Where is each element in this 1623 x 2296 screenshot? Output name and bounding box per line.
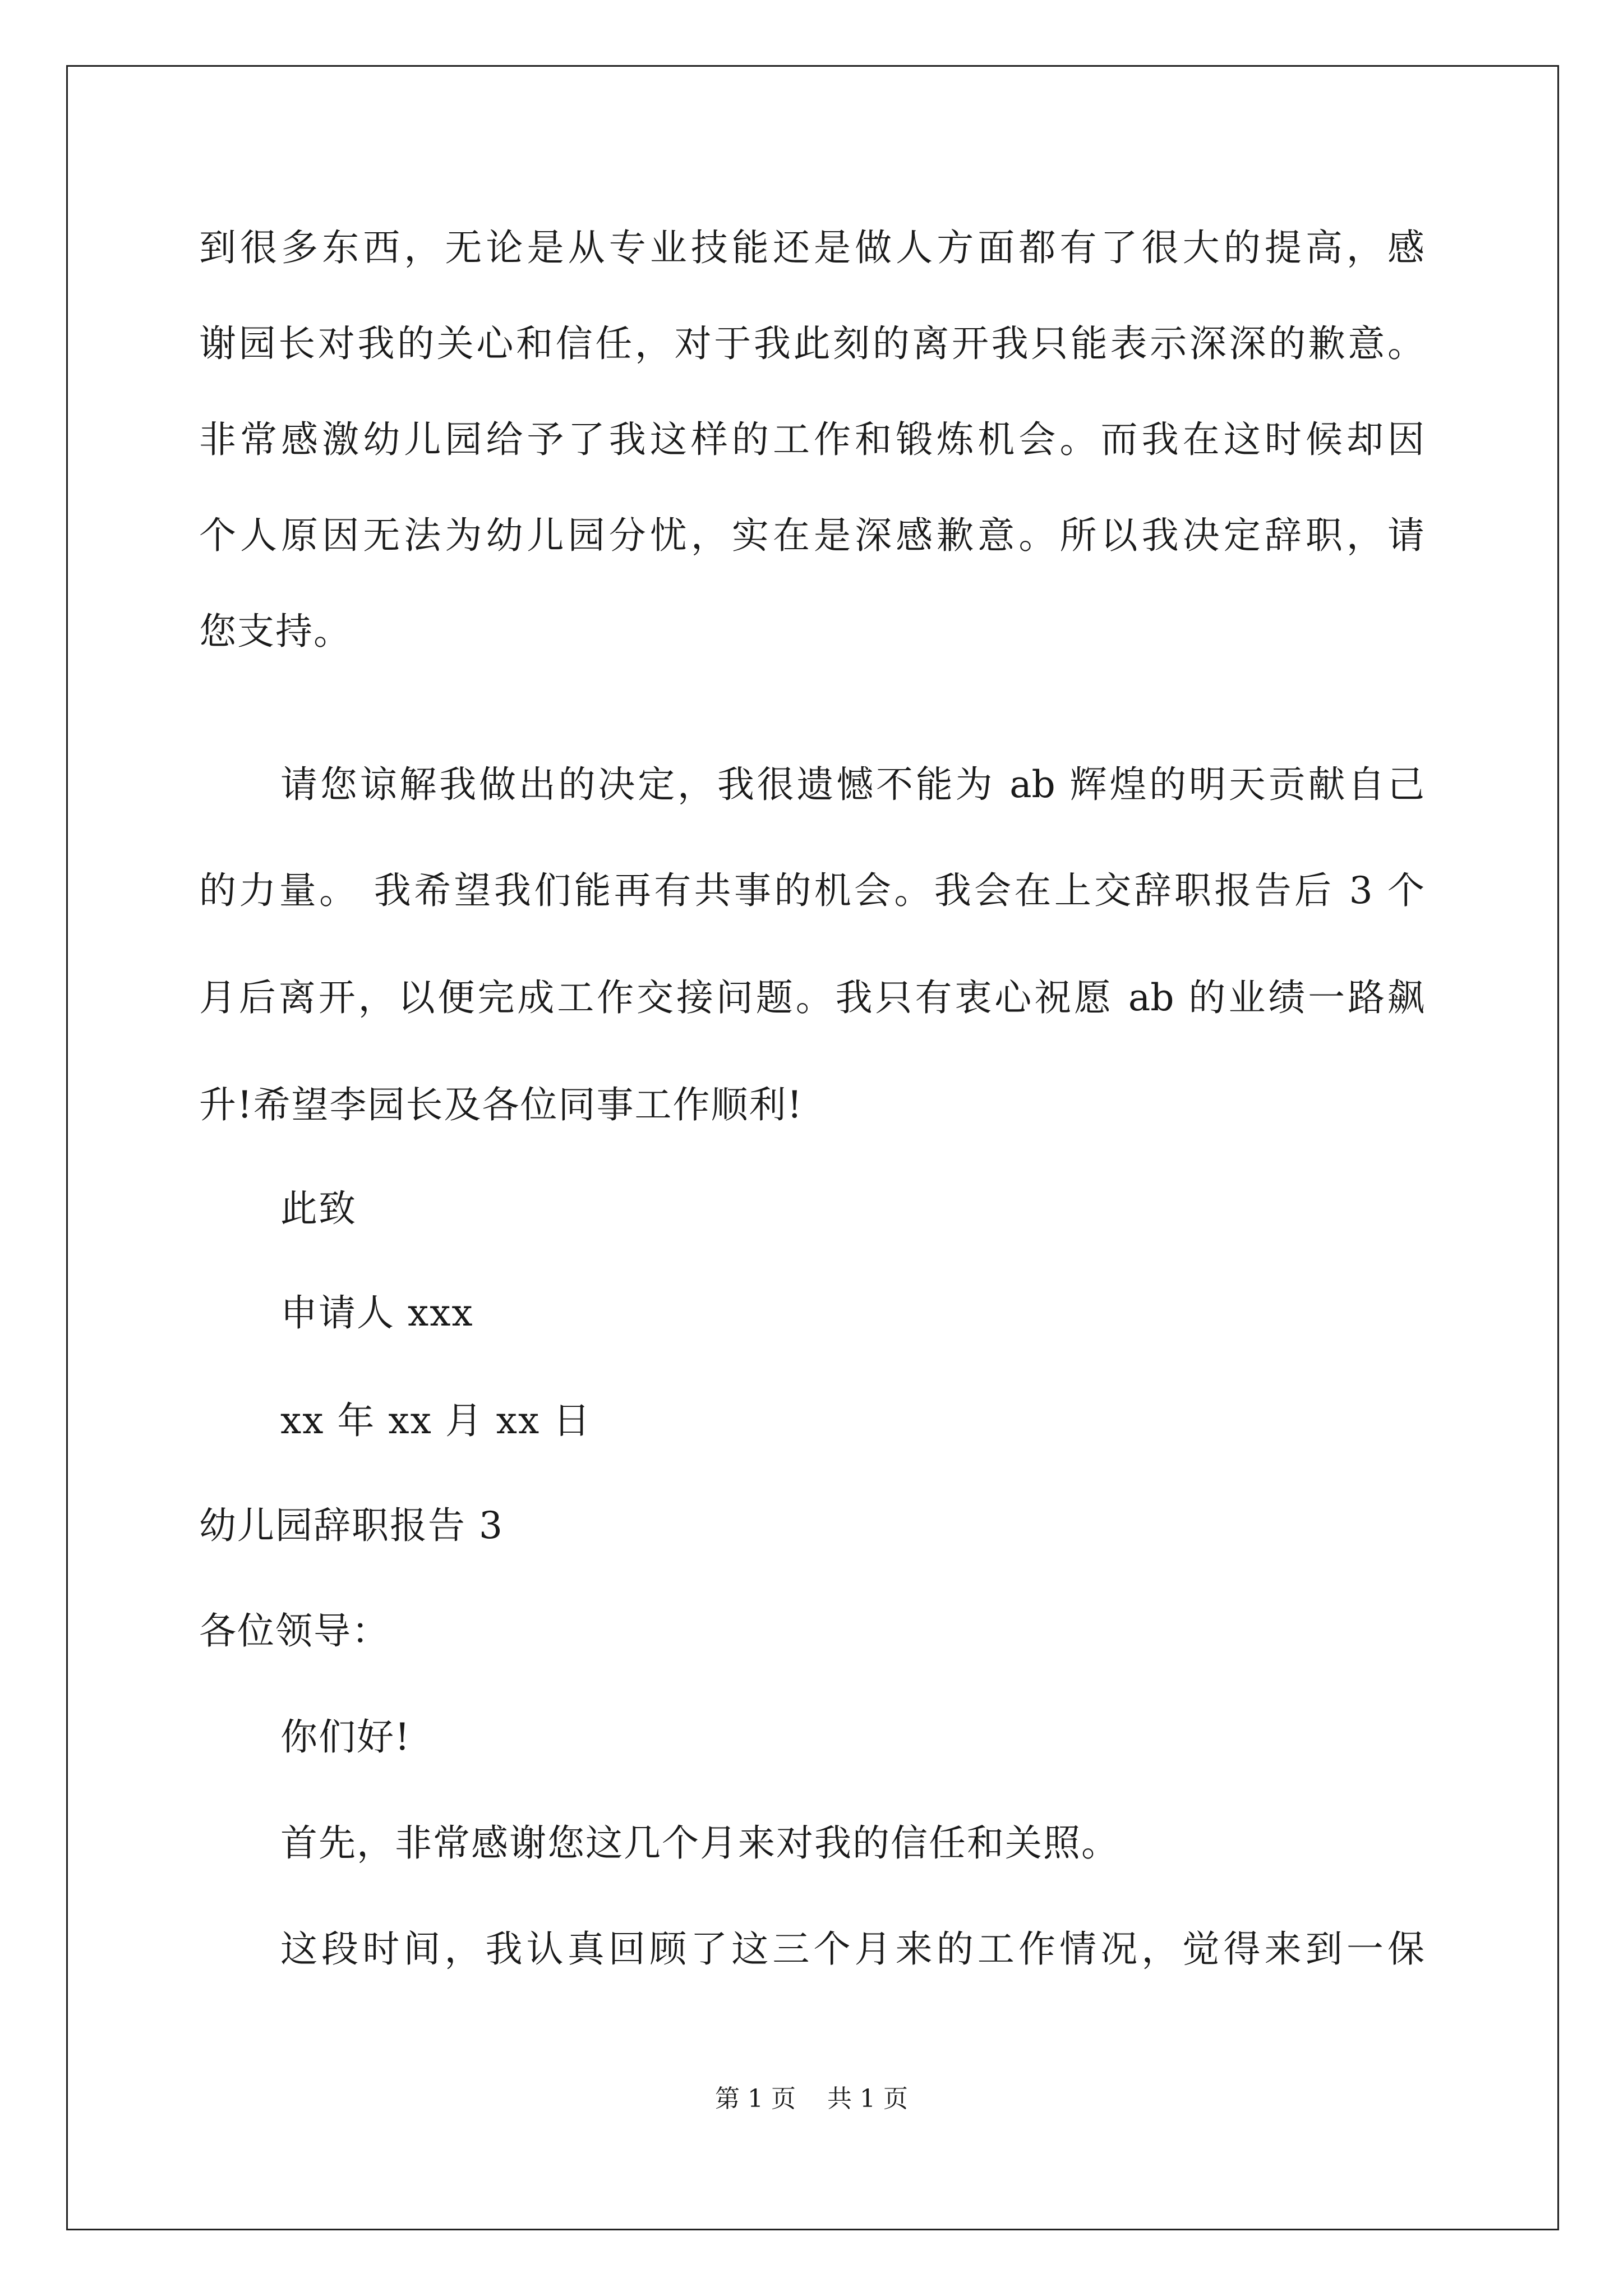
body-line-10: 首先，非常感谢您这几个月来对我的信任和关照。: [280, 1821, 1119, 1865]
closing-salutation: 此致: [280, 1187, 357, 1230]
body-line-5: 您支持。: [199, 610, 352, 653]
letter-addressee: 各位领导：: [199, 1609, 390, 1653]
body-line-3: 非常感激幼儿园给予了我这样的工作和锻炼机会。而我在这时候却因: [199, 418, 1424, 461]
signature-date: xx 年 xx 月 xx 日: [280, 1399, 592, 1442]
body-line-2: 谢园长对我的关心和信任，对于我此刻的离开我只能表示深深的歉意。: [199, 322, 1424, 365]
page-number-total: 共 1 页: [827, 2085, 908, 2113]
page-number-current: 第 1 页: [715, 2085, 796, 2113]
page-border: [66, 65, 1559, 2230]
page-footer: [0, 2082, 1623, 2116]
body-line-1: 到很多东西，无论是从专业技能还是做人方面都有了很大的提高，感: [199, 226, 1424, 269]
body-line-8: 月后离开，以便完成工作交接问题。我只有衷心祝愿 ab 的业绩一路飙: [199, 976, 1424, 1019]
greeting: 你们好!: [280, 1715, 411, 1759]
applicant-signature: 申请人 xxx: [280, 1291, 474, 1335]
body-line-7: 的力量。 我希望我们能再有共事的机会。我会在上交辞职报告后 3 个: [199, 869, 1424, 912]
section-heading: 幼儿园辞职报告 3: [199, 1504, 504, 1547]
body-line-6: 请您谅解我做出的决定，我很遗憾不能为 ab 辉煌的明天贡献自己: [280, 763, 1424, 806]
body-line-9: 升!希望李园长及各位同事工作顺利!: [199, 1083, 804, 1126]
body-line-11: 这段时间，我认真回顾了这三个月来的工作情况，觉得来到一保: [280, 1927, 1424, 1971]
body-line-4: 个人原因无法为幼儿园分忧，实在是深感歉意。所以我决定辞职，请: [199, 514, 1424, 557]
